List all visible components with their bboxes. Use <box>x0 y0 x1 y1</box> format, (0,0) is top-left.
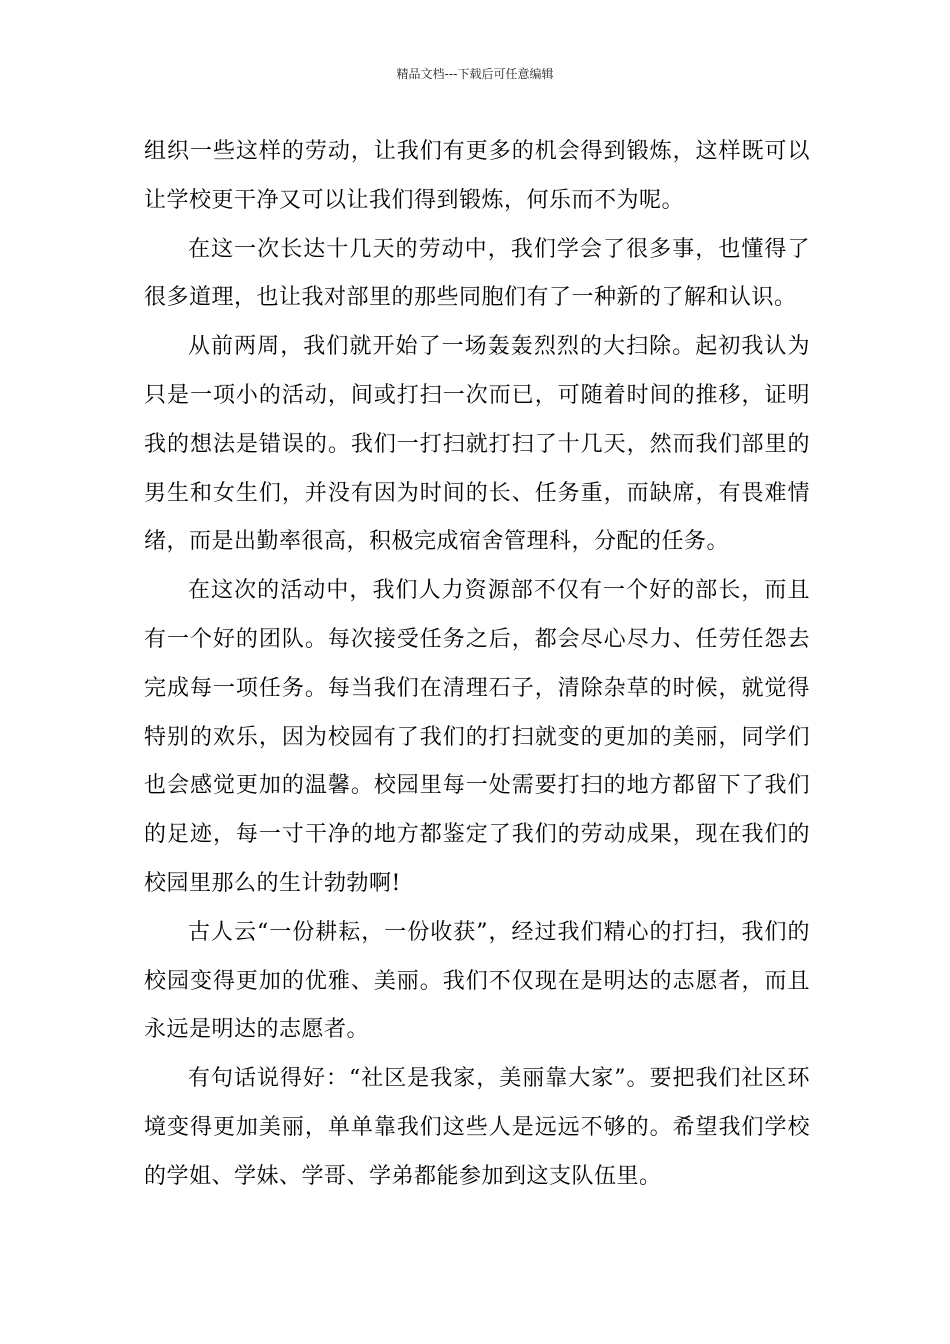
paragraph: 在这次的活动中，我们人力资源部不仅有一个好的部长，而且有一个好的团队。每次接受任务之后，都会尽心尽力、任劳任怨去完成每一项任务。每当我们在清理石子，清除杂草的时候，就觉得特别的欢乐，因为校园有了我们的打扫就变的更加的美丽，同学们也会感觉更加的温馨。校园里每一处需要打扫的地方都留下了我们的足迹，每一寸干净的地方都鉴定了我们的劳动成果，现在我们的校园里那么的生计勃勃啊! <box>144 578 810 896</box>
paragraph: 从前两周，我们就开始了一场轰轰烈烈的大扫除。起初我认为只是一项小的活动，间或打扫一次而已，可随着时间的推移，证明我的想法是错误的。我们一打扫就打扫了十几天，然而我们部里的男生和女生们，并没有因为时间的长、任务重，而缺席，有畏难情绪，而是出勤率很高，积极完成宿舍管理科，分配的任务。 <box>144 334 810 555</box>
page-header: 精品文档---下载后可任意编辑 <box>396 67 554 81</box>
paragraph-continuation: 组织一些这样的劳动，让我们有更多的机会得到锻炼，这样既可以让学校更干净又可以让我们得到锻炼，何乐而不为呢。 <box>144 139 810 213</box>
paragraph: 在这一次长达十几天的劳动中，我们学会了很多事，也懂得了很多道理，也让我对部里的那些同胞们有了一种新的了解和认识。 <box>144 236 810 311</box>
document-body <box>144 128 810 1202</box>
paragraph: 古人云“一份耕耘，一份收获”，经过我们精心的打扫，我们的校园变得更加的优雅、美丽。我们不仅现在是明达的志愿者，而且永远是明达的志愿者。 <box>144 919 810 1043</box>
paragraph: 有句话说得好：“社区是我家，美丽靠大家”。要把我们社区环境变得更加美丽，单单靠我们这些人是远远不够的。希望我们学校的学姐、学妹、学哥、学弟都能参加到这支队伍里。 <box>144 1066 810 1189</box>
